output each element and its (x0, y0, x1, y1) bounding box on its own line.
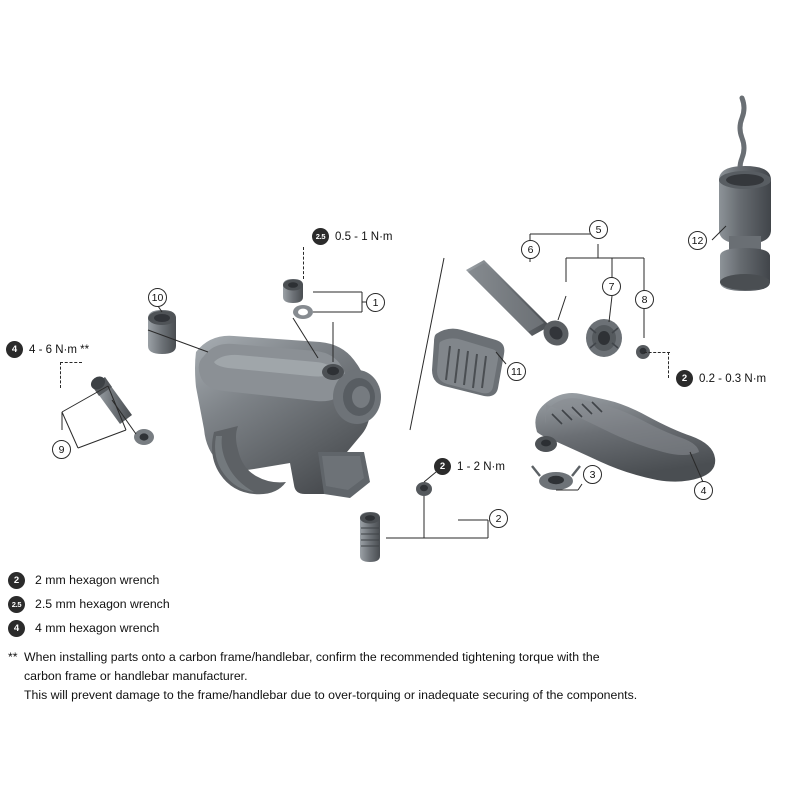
part-3-artwork (532, 466, 580, 490)
legend (8, 568, 668, 640)
callout-5: 5 (589, 220, 608, 239)
legend-badge-2.5: 2.5 (8, 596, 25, 613)
callout-8: 8 (635, 290, 654, 309)
torque-spec-2 (676, 370, 766, 387)
callout-2: 2 (489, 509, 508, 528)
callout-6: 6 (521, 240, 540, 259)
footnote-line-3: This will prevent damage to the frame/handlebar due to over-torquing or inadequate securing of the components. (24, 688, 638, 702)
part-2-artwork (360, 482, 432, 562)
torque-text-1: 4 - 6 N·m ** (29, 343, 90, 356)
legend-item-25 (8, 592, 668, 616)
callout-12: 12 (688, 231, 707, 250)
dash-line-torque-4 (60, 362, 61, 388)
torque-spec-1 (6, 341, 89, 358)
legend-item-2 (8, 568, 668, 592)
legend-badge-2: 2 (8, 572, 25, 589)
part-7-artwork (586, 319, 622, 357)
callout-11: 11 (507, 362, 526, 381)
part-9-artwork (88, 374, 154, 445)
callout-4: 4 (694, 481, 713, 500)
callout-3: 3 (583, 465, 602, 484)
legend-text-4: 4 mm hexagon wrench (35, 621, 160, 635)
part-12-artwork (719, 98, 771, 291)
footnote-line-2: carbon frame or handlebar manufacturer. (24, 669, 248, 683)
tool-badge-2-a: 2 (676, 370, 693, 387)
lever-body-artwork (195, 336, 381, 498)
callout-10: 10 (148, 288, 167, 307)
torque-text-2: 0.2 - 0.3 N·m (699, 372, 767, 385)
part-4-artwork (535, 393, 715, 482)
callout-9: 9 (52, 440, 71, 459)
callout-7: 7 (602, 277, 621, 296)
tool-badge-2-b: 2 (434, 458, 451, 475)
footnote-marker: ** (8, 650, 18, 664)
tool-badge-4: 4 (6, 341, 23, 358)
part-1-artwork (283, 279, 313, 319)
legend-item-4 (8, 616, 668, 640)
legend-text-2.5: 2.5 mm hexagon wrench (35, 597, 170, 611)
legend-text-2: 2 mm hexagon wrench (35, 573, 160, 587)
dash-line-torque-4-h (60, 362, 82, 363)
torque-spec-3 (434, 458, 505, 475)
dash-line-torque-02 (668, 352, 669, 378)
torque-text-0: 0.5 - 1 N·m (335, 230, 393, 243)
leader-lines (62, 226, 726, 538)
dash-line-torque-02-h (644, 352, 670, 353)
footnote (8, 648, 648, 705)
part-11-artwork (432, 329, 504, 397)
dash-line-torque-25 (303, 247, 304, 279)
torque-spec-0 (312, 228, 393, 245)
footnote-line-1: When installing parts onto a carbon frame/handlebar, confirm the recommended tightening torque with the (24, 650, 600, 664)
torque-text-3: 1 - 2 N·m (457, 460, 505, 473)
callout-1: 1 (366, 293, 385, 312)
tool-badge-2.5: 2.5 (312, 228, 329, 245)
legend-badge-4: 4 (8, 620, 25, 637)
